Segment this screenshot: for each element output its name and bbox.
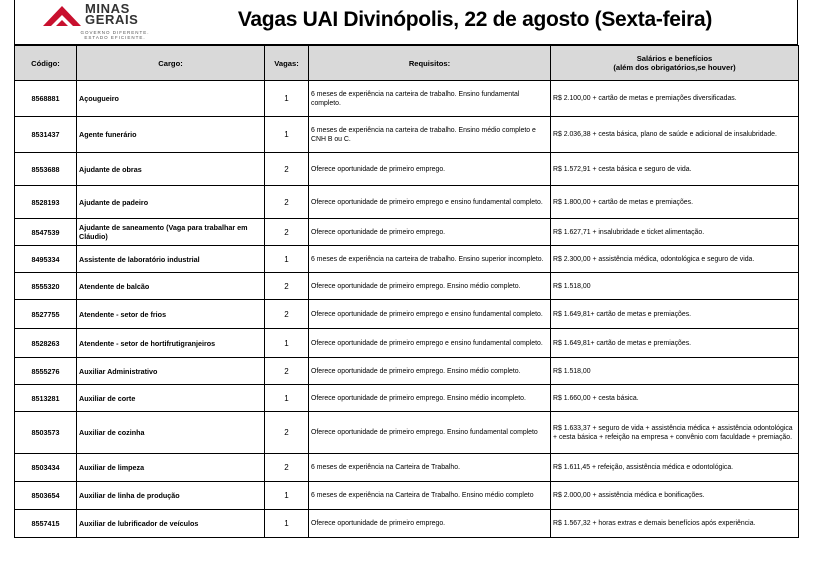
- job-title-cell: Auxiliar de limpeza: [77, 454, 265, 482]
- logo-name: [85, 3, 138, 25]
- requirements-cell: Oferece oportunidade de primeiro emprego e ensino fundamental completo.: [309, 300, 551, 329]
- job-title-cell: Açougueiro: [77, 81, 265, 117]
- openings-cell: 1: [265, 385, 309, 412]
- job-code-cell: 8528193: [15, 186, 77, 219]
- job-code-cell: 8503654: [15, 482, 77, 510]
- openings-cell: 1: [265, 329, 309, 358]
- job-title-cell: Atendente - setor de frios: [77, 300, 265, 329]
- job-code-cell: 8568881: [15, 81, 77, 117]
- logo-tagline: [65, 30, 165, 40]
- job-title-cell: Agente funerário: [77, 117, 265, 153]
- job-title-cell: Atendente - setor de hortifrutigranjeiros: [77, 329, 265, 358]
- column-header-requisitos: Requisitos:: [309, 46, 551, 81]
- openings-cell: 1: [265, 117, 309, 153]
- job-code-cell: 8528263: [15, 329, 77, 358]
- openings-cell: 2: [265, 153, 309, 186]
- job-code-cell: 8555276: [15, 358, 77, 385]
- table-row: [15, 153, 799, 186]
- requirements-cell: 6 meses de experiência na Carteira de Trabalho. Ensino médio completo: [309, 482, 551, 510]
- job-title-cell: Auxiliar de lubrificador de veículos: [77, 510, 265, 538]
- table-row: [15, 81, 799, 117]
- salary-benefits-cell: R$ 1.572,91 + cesta básica e seguro de vida.: [551, 153, 799, 186]
- job-code-cell: 8553688: [15, 153, 77, 186]
- requirements-cell: Oferece oportunidade de primeiro emprego. Ensino médio completo.: [309, 273, 551, 300]
- job-code-cell: 8547539: [15, 219, 77, 246]
- openings-cell: 2: [265, 412, 309, 454]
- job-code-cell: 8531437: [15, 117, 77, 153]
- salary-benefits-cell: R$ 1.660,00 + cesta básica.: [551, 385, 799, 412]
- logo-tagline-line1: GOVERNO DIFERENTE.: [80, 30, 150, 35]
- job-title-cell: Ajudante de saneamento (Vaga para trabalhar em Cláudio): [77, 219, 265, 246]
- salarios-header-line2: (além dos obrigatórios,se houver): [613, 63, 736, 72]
- table-row: [15, 412, 799, 454]
- salary-benefits-cell: R$ 1.567,32 + horas extras e demais benefícios após experiência.: [551, 510, 799, 538]
- job-title-cell: Atendente de balcão: [77, 273, 265, 300]
- column-header-vagas: Vagas:: [265, 46, 309, 81]
- salarios-header-line1: Salários e benefícios: [636, 54, 713, 63]
- job-title-cell: Auxiliar de cozinha: [77, 412, 265, 454]
- job-title-cell: Assistente de laboratório industrial: [77, 246, 265, 273]
- salary-benefits-cell: R$ 2.300,00 + assistência médica, odontológica e seguro de vida.: [551, 246, 799, 273]
- openings-cell: 1: [265, 482, 309, 510]
- salary-benefits-cell: R$ 2.100,00 + cartão de metas e premiações diversificadas.: [551, 81, 799, 117]
- salary-benefits-cell: R$ 1.633,37 + seguro de vida + assistência médica + assistência odontológica + cesta básica + refeição na empresa + convênio com faculdade + premiação.: [551, 412, 799, 454]
- openings-cell: 2: [265, 186, 309, 219]
- table-row: [15, 454, 799, 482]
- openings-cell: 1: [265, 246, 309, 273]
- table-header-row: [15, 46, 799, 81]
- table-row: [15, 358, 799, 385]
- requirements-cell: Oferece oportunidade de primeiro emprego.: [309, 510, 551, 538]
- table-row: [15, 385, 799, 412]
- openings-cell: 2: [265, 300, 309, 329]
- table-row: [15, 273, 799, 300]
- jobs-table: [14, 45, 799, 538]
- job-code-cell: 8555320: [15, 273, 77, 300]
- salary-benefits-cell: R$ 1.627,71 + insalubridade e ticket alimentação.: [551, 219, 799, 246]
- openings-cell: 1: [265, 81, 309, 117]
- openings-cell: 1: [265, 510, 309, 538]
- job-title-cell: Auxiliar Administrativo: [77, 358, 265, 385]
- requirements-cell: 6 meses de experiência na carteira de trabalho. Ensino superior incompleto.: [309, 246, 551, 273]
- table-row: [15, 246, 799, 273]
- job-title-cell: Ajudante de obras: [77, 153, 265, 186]
- mountain-logo-icon: [43, 4, 81, 26]
- salary-benefits-cell: R$ 1.518,00: [551, 273, 799, 300]
- requirements-cell: 6 meses de experiência na carteira de trabalho. Ensino fundamental completo.: [309, 81, 551, 117]
- requirements-cell: Oferece oportunidade de primeiro emprego.: [309, 219, 551, 246]
- table-row: [15, 117, 799, 153]
- page-header: [14, 0, 798, 45]
- job-code-cell: 8557415: [15, 510, 77, 538]
- logo-name-line2: GERAIS: [85, 12, 139, 27]
- job-title-cell: Auxiliar de linha de produção: [77, 482, 265, 510]
- minas-gerais-logo: [43, 2, 183, 42]
- openings-cell: 2: [265, 219, 309, 246]
- requirements-cell: Oferece oportunidade de primeiro emprego e ensino fundamental completo.: [309, 186, 551, 219]
- job-code-cell: 8527755: [15, 300, 77, 329]
- table-row: [15, 219, 799, 246]
- job-code-cell: 8495334: [15, 246, 77, 273]
- salary-benefits-cell: R$ 1.649,81+ cartão de metas e premiações.: [551, 329, 799, 358]
- table-row: [15, 186, 799, 219]
- requirements-cell: Oferece oportunidade de primeiro emprego. Ensino médio completo.: [309, 358, 551, 385]
- column-header-cargo: Cargo:: [77, 46, 265, 81]
- openings-cell: 2: [265, 358, 309, 385]
- jobs-table-body: [15, 81, 799, 538]
- salary-benefits-cell: R$ 2.000,00 + assistência médica e bonificações.: [551, 482, 799, 510]
- table-row: [15, 482, 799, 510]
- job-code-cell: 8513281: [15, 385, 77, 412]
- requirements-cell: 6 meses de experiência na carteira de trabalho. Ensino médio completo e CNH B ou C.: [309, 117, 551, 153]
- requirements-cell: Oferece oportunidade de primeiro emprego e ensino fundamental completo.: [309, 329, 551, 358]
- salary-benefits-cell: R$ 1.649,81+ cartão de metas e premiações.: [551, 300, 799, 329]
- salary-benefits-cell: R$ 1.611,45 + refeição, assistência médica e odontológica.: [551, 454, 799, 482]
- requirements-cell: Oferece oportunidade de primeiro emprego. Ensino fundamental completo: [309, 412, 551, 454]
- column-header-codigo: Código:: [15, 46, 77, 81]
- job-code-cell: 8503434: [15, 454, 77, 482]
- requirements-cell: 6 meses de experiência na Carteira de Trabalho.: [309, 454, 551, 482]
- salary-benefits-cell: R$ 2.036,38 + cesta básica, plano de saúde e adicional de insalubridade.: [551, 117, 799, 153]
- job-listing-sheet: [14, 0, 798, 542]
- logo-name-line1: MINAS: [85, 1, 130, 16]
- job-title-cell: Auxiliar de corte: [77, 385, 265, 412]
- requirements-cell: Oferece oportunidade de primeiro emprego. Ensino médio incompleto.: [309, 385, 551, 412]
- table-row: [15, 510, 799, 538]
- requirements-cell: Oferece oportunidade de primeiro emprego.: [309, 153, 551, 186]
- table-row: [15, 329, 799, 358]
- salary-benefits-cell: R$ 1.800,00 + cartão de metas e premiações.: [551, 186, 799, 219]
- openings-cell: 2: [265, 273, 309, 300]
- salary-benefits-cell: R$ 1.518,00: [551, 358, 799, 385]
- job-title-cell: Ajudante de padeiro: [77, 186, 265, 219]
- page-title: Vagas UAI Divinópolis, 22 de agosto (Sexta-feira): [237, 8, 713, 31]
- openings-cell: 2: [265, 454, 309, 482]
- job-code-cell: 8503573: [15, 412, 77, 454]
- table-row: [15, 300, 799, 329]
- column-header-salarios: [551, 46, 799, 81]
- logo-tagline-line2: ESTADO EFICIENTE.: [84, 35, 146, 40]
